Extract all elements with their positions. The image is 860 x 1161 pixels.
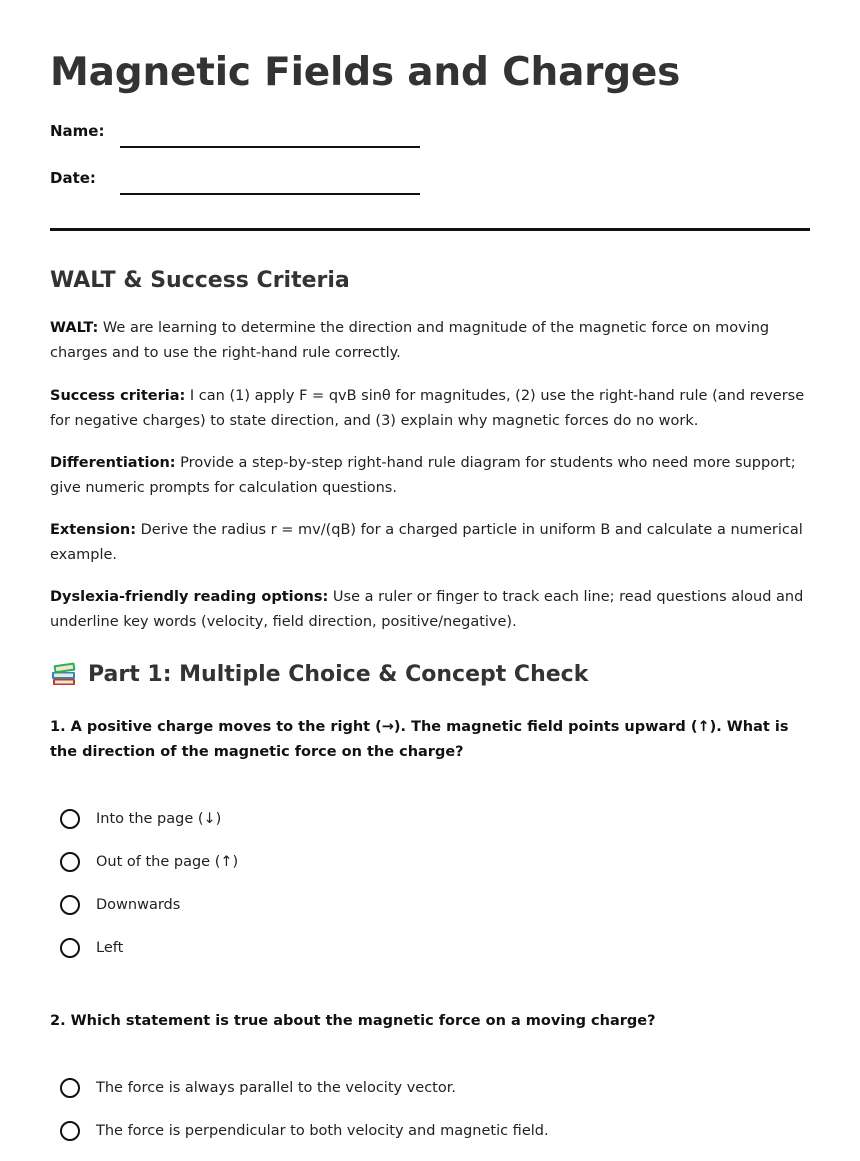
- differentiation-text: Provide a step-by-step right-hand rule diagram for students who need more support; give numeric prompts for calculation questions.: [50, 455, 796, 496]
- option-label: Out of the page (↑): [96, 854, 239, 870]
- q1-option-out-of-page[interactable]: [60, 852, 238, 872]
- radio-button[interactable]: [60, 938, 80, 958]
- differentiation-paragraph: [50, 451, 810, 501]
- q1-option-left[interactable]: [60, 938, 123, 958]
- radio-button[interactable]: [60, 1078, 80, 1098]
- differentiation-label: Differentiation:: [50, 455, 176, 471]
- date-label: Date:: [50, 169, 96, 187]
- dyslexia-text: Use a ruler or finger to track each line; read questions aloud and underline key words (velocity, field direction, positive/negative).: [50, 589, 804, 630]
- option-label: Into the page (↓): [96, 811, 222, 827]
- extension-label: Extension:: [50, 522, 137, 538]
- date-field: [50, 169, 420, 187]
- question-1: 1. A positive charge moves to the right (→). The magnetic field points upward (↑). What is the direction of the magnetic force on the charge?: [50, 719, 789, 760]
- page-title: Magnetic Fields and Charges: [50, 50, 681, 95]
- success-label: Success criteria:: [50, 388, 186, 404]
- question-2: 2. Which statement is true about the magnetic force on a moving charge?: [50, 1013, 656, 1029]
- option-label: Downwards: [96, 897, 181, 913]
- radio-button[interactable]: [60, 852, 80, 872]
- option-label: The force is always parallel to the velocity vector.: [96, 1080, 456, 1096]
- q1-option-into-page[interactable]: [60, 809, 221, 829]
- extension-paragraph: [50, 518, 810, 568]
- part1-heading: [50, 661, 588, 687]
- walt-text: We are learning to determine the direction and magnitude of the magnetic force on moving charges and to use the right-hand rule correctly.: [50, 320, 770, 361]
- success-criteria-paragraph: [50, 384, 810, 434]
- walt-paragraph: [50, 316, 810, 366]
- q2-option-perpendicular[interactable]: [60, 1121, 549, 1141]
- dyslexia-paragraph: [50, 585, 810, 635]
- name-field: [50, 122, 420, 140]
- name-input-line[interactable]: [120, 146, 420, 148]
- books-icon: [50, 661, 78, 687]
- radio-button[interactable]: [60, 809, 80, 829]
- extension-text: Derive the radius r = mv/(qB) for a charged particle in uniform B and calculate a numerical example.: [50, 522, 803, 563]
- option-label: The force is perpendicular to both velocity and magnetic field.: [96, 1123, 549, 1139]
- q1-option-downwards[interactable]: [60, 895, 180, 915]
- radio-button[interactable]: [60, 1121, 80, 1141]
- q2-option-parallel[interactable]: [60, 1078, 456, 1098]
- header-divider: [50, 228, 810, 231]
- dyslexia-label: Dyslexia-friendly reading options:: [50, 589, 329, 605]
- walt-heading: WALT & Success Criteria: [50, 268, 350, 293]
- success-text: I can (1) apply F = qvB sinθ for magnitudes, (2) use the right-hand rule (and reverse for negative charges) to state direction, and (3) explain why magnetic forces do no work.: [50, 388, 805, 429]
- radio-button[interactable]: [60, 895, 80, 915]
- name-label: Name:: [50, 122, 105, 140]
- date-input-line[interactable]: [120, 193, 420, 195]
- part1-heading-text: Part 1: Multiple Choice & Concept Check: [88, 661, 589, 687]
- walt-label: WALT:: [50, 320, 99, 336]
- option-label: Left: [96, 940, 124, 956]
